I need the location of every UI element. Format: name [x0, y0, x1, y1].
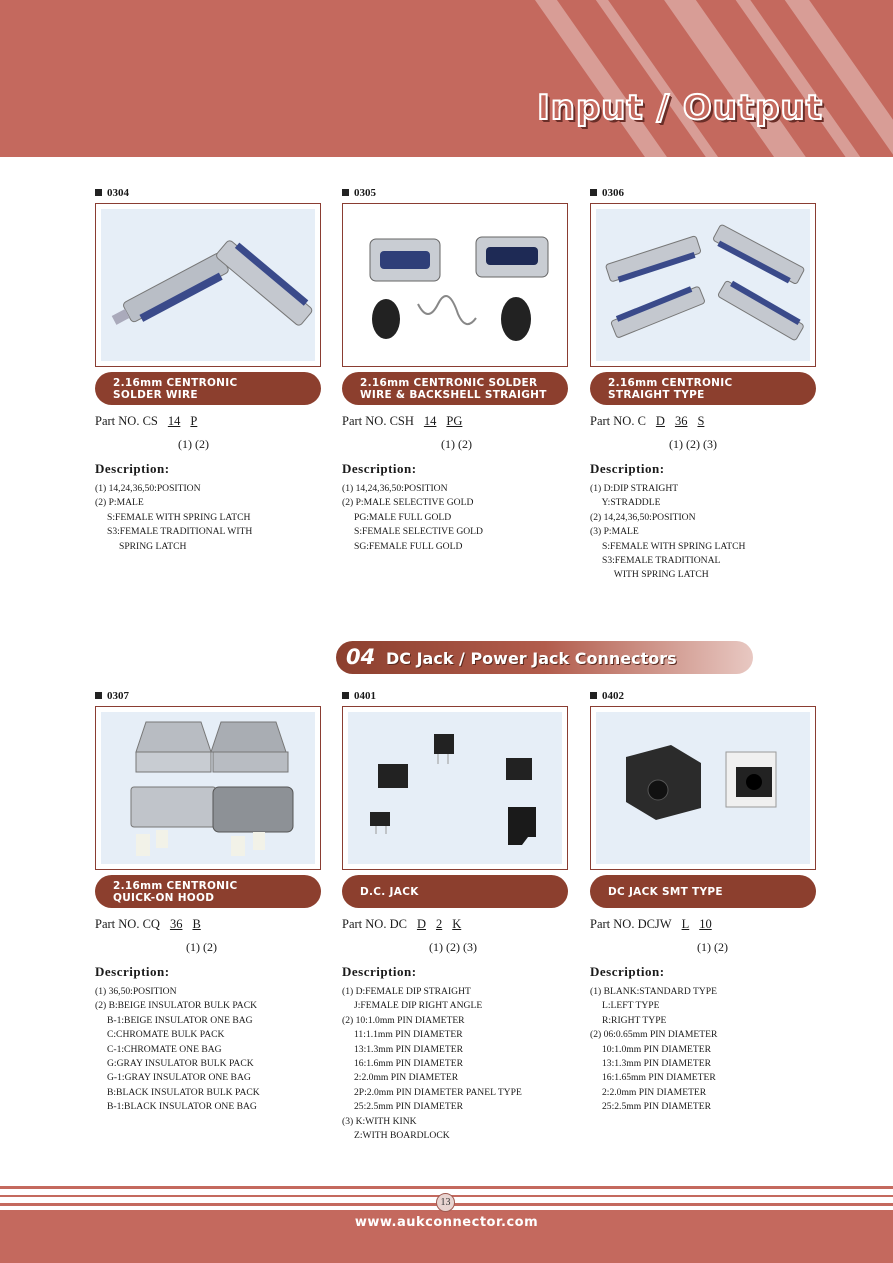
product-code: 0306	[590, 186, 816, 200]
page-number: 13	[436, 1193, 455, 1212]
footer-line	[0, 1186, 893, 1189]
product-name-pill: 2.16mm CENTRONIC SOLDER WIRE & BACKSHELL STRAIGHT	[342, 372, 568, 405]
product-card	[342, 186, 568, 552]
description-title: Description:	[95, 461, 170, 476]
product-code: 0401	[342, 689, 568, 703]
header-streak	[527, 0, 691, 157]
section-banner	[336, 641, 753, 674]
bullet-square-icon	[95, 189, 102, 196]
connector-illustration	[348, 209, 562, 361]
part-index: (1) (2) (3)	[429, 940, 477, 954]
product-card	[342, 689, 568, 1142]
product-photo	[95, 706, 321, 870]
product-name-pill: 2.16mm CENTRONIC STRAIGHT TYPE	[590, 372, 816, 405]
description-list: (1) 14,24,36,50:POSITION (2) P:MALE SELECTIVE GOLD PG:MALE FULL GOLD S:FEMALE SELECTIVE GOLD SG:FEMALE FULL GOLD	[342, 483, 483, 552]
description-list: (1) BLANK:STANDARD TYPE L:LEFT TYPE R:RIGHT TYPE (2) 06:0.65mm PIN DIAMETER 10:1.0mm PIN DIAMETER 13:1.3mm PIN DIAMETER 16:1.65mm PIN DIAMETER 2:2.0mm PIN DIAMETER 25:2.5mm PIN DIAMETER	[590, 986, 718, 1113]
product-name-pill: 2.16mm CENTRONIC SOLDER WIRE	[95, 372, 321, 405]
product-card	[590, 186, 816, 581]
product-code: 0402	[590, 689, 816, 703]
hood-illustration	[101, 712, 315, 864]
part-number: Part NO. CSH 14 PG	[342, 414, 463, 428]
bullet-square-icon	[342, 692, 349, 699]
description-list: (1) 36,50:POSITION (2) B:BEIGE INSULATOR BULK PACK B-1:BEIGE INSULATOR ONE BAG C:CHROMATE BULK PACK C-1:CHROMATE ONE BAG G:GRAY INSULATOR BULK PACK G-1:GRAY INSULATOR ONE BAG B:BLACK INSULATOR BULK PACK B-1:BLACK INSULATOR ONE BAG	[95, 986, 260, 1113]
description-title: Description:	[342, 964, 417, 979]
product-photo	[590, 203, 816, 367]
bullet-square-icon	[342, 189, 349, 196]
section-title: DC Jack / Power Jack Connectors	[386, 649, 677, 668]
website-url[interactable]: www.aukconnector.com	[354, 1215, 539, 1230]
description-title: Description:	[590, 964, 665, 979]
product-card	[95, 689, 321, 1113]
product-photo	[342, 706, 568, 870]
connector-illustration	[596, 209, 810, 361]
description-title: Description:	[590, 461, 665, 476]
part-number: Part NO. CQ 36 B	[95, 917, 201, 931]
smt-jack-illustration	[596, 712, 810, 864]
dc-jack-illustration	[348, 712, 562, 864]
part-number: Part NO. C D 36 S	[590, 414, 705, 428]
product-photo	[590, 706, 816, 870]
part-index: (1) (2)	[697, 940, 728, 954]
product-name-pill: 2.16mm CENTRONIC QUICK-ON HOOD	[95, 875, 321, 908]
part-index: (1) (2) (3)	[669, 437, 717, 451]
product-name-pill: D.C. JACK	[342, 875, 568, 908]
part-number: Part NO. DC D 2 K	[342, 917, 462, 931]
section-number: 04	[346, 645, 376, 669]
product-code: 0305	[342, 186, 568, 200]
product-code: 0304	[95, 186, 321, 200]
product-name-pill: DC JACK SMT TYPE	[590, 875, 816, 908]
part-number: Part NO. DCJW L 10	[590, 917, 712, 931]
product-card	[590, 689, 816, 1113]
connector-illustration	[101, 209, 315, 361]
page-header	[0, 0, 893, 157]
product-card	[95, 186, 321, 552]
page-title: Input / Output	[537, 88, 823, 128]
bullet-square-icon	[590, 692, 597, 699]
description-title: Description:	[95, 964, 170, 979]
part-index: (1) (2)	[441, 437, 472, 451]
description-list: (1) D:DIP STRAIGHT Y:STRADDLE (2) 14,24,36,50:POSITION (3) P:MALE S:FEMALE WITH SPRING LATCH S3:FEMALE TRADITIONAL WITH SPRING LATCH	[590, 483, 746, 581]
product-code: 0307	[95, 689, 321, 703]
product-photo	[342, 203, 568, 367]
product-photo	[95, 203, 321, 367]
description-list: (1) 14,24,36,50:POSITION (2) P:MALE S:FEMALE WITH SPRING LATCH S3:FEMALE TRADITIONAL WITH SPRING LATCH	[95, 483, 253, 552]
description-list: (1) D:FEMALE DIP STRAIGHT J:FEMALE DIP RIGHT ANGLE (2) 10:1.0mm PIN DIAMETER 11:1.1mm PIN DIAMETER 13:1.3mm PIN DIAMETER 16:1.6mm PIN DIAMETER 2:2.0mm PIN DIAMETER 2P:2.0mm PIN DIAMETER PANEL TYPE 25:2.5mm PIN DIAMETER (3) K:WITH KINK Z:WITH BOARDLOCK	[342, 986, 522, 1142]
part-number: Part NO. CS 14 P	[95, 414, 198, 428]
description-title: Description:	[342, 461, 417, 476]
part-index: (1) (2)	[178, 437, 209, 451]
bullet-square-icon	[95, 692, 102, 699]
part-index: (1) (2)	[186, 940, 217, 954]
bullet-square-icon	[590, 189, 597, 196]
